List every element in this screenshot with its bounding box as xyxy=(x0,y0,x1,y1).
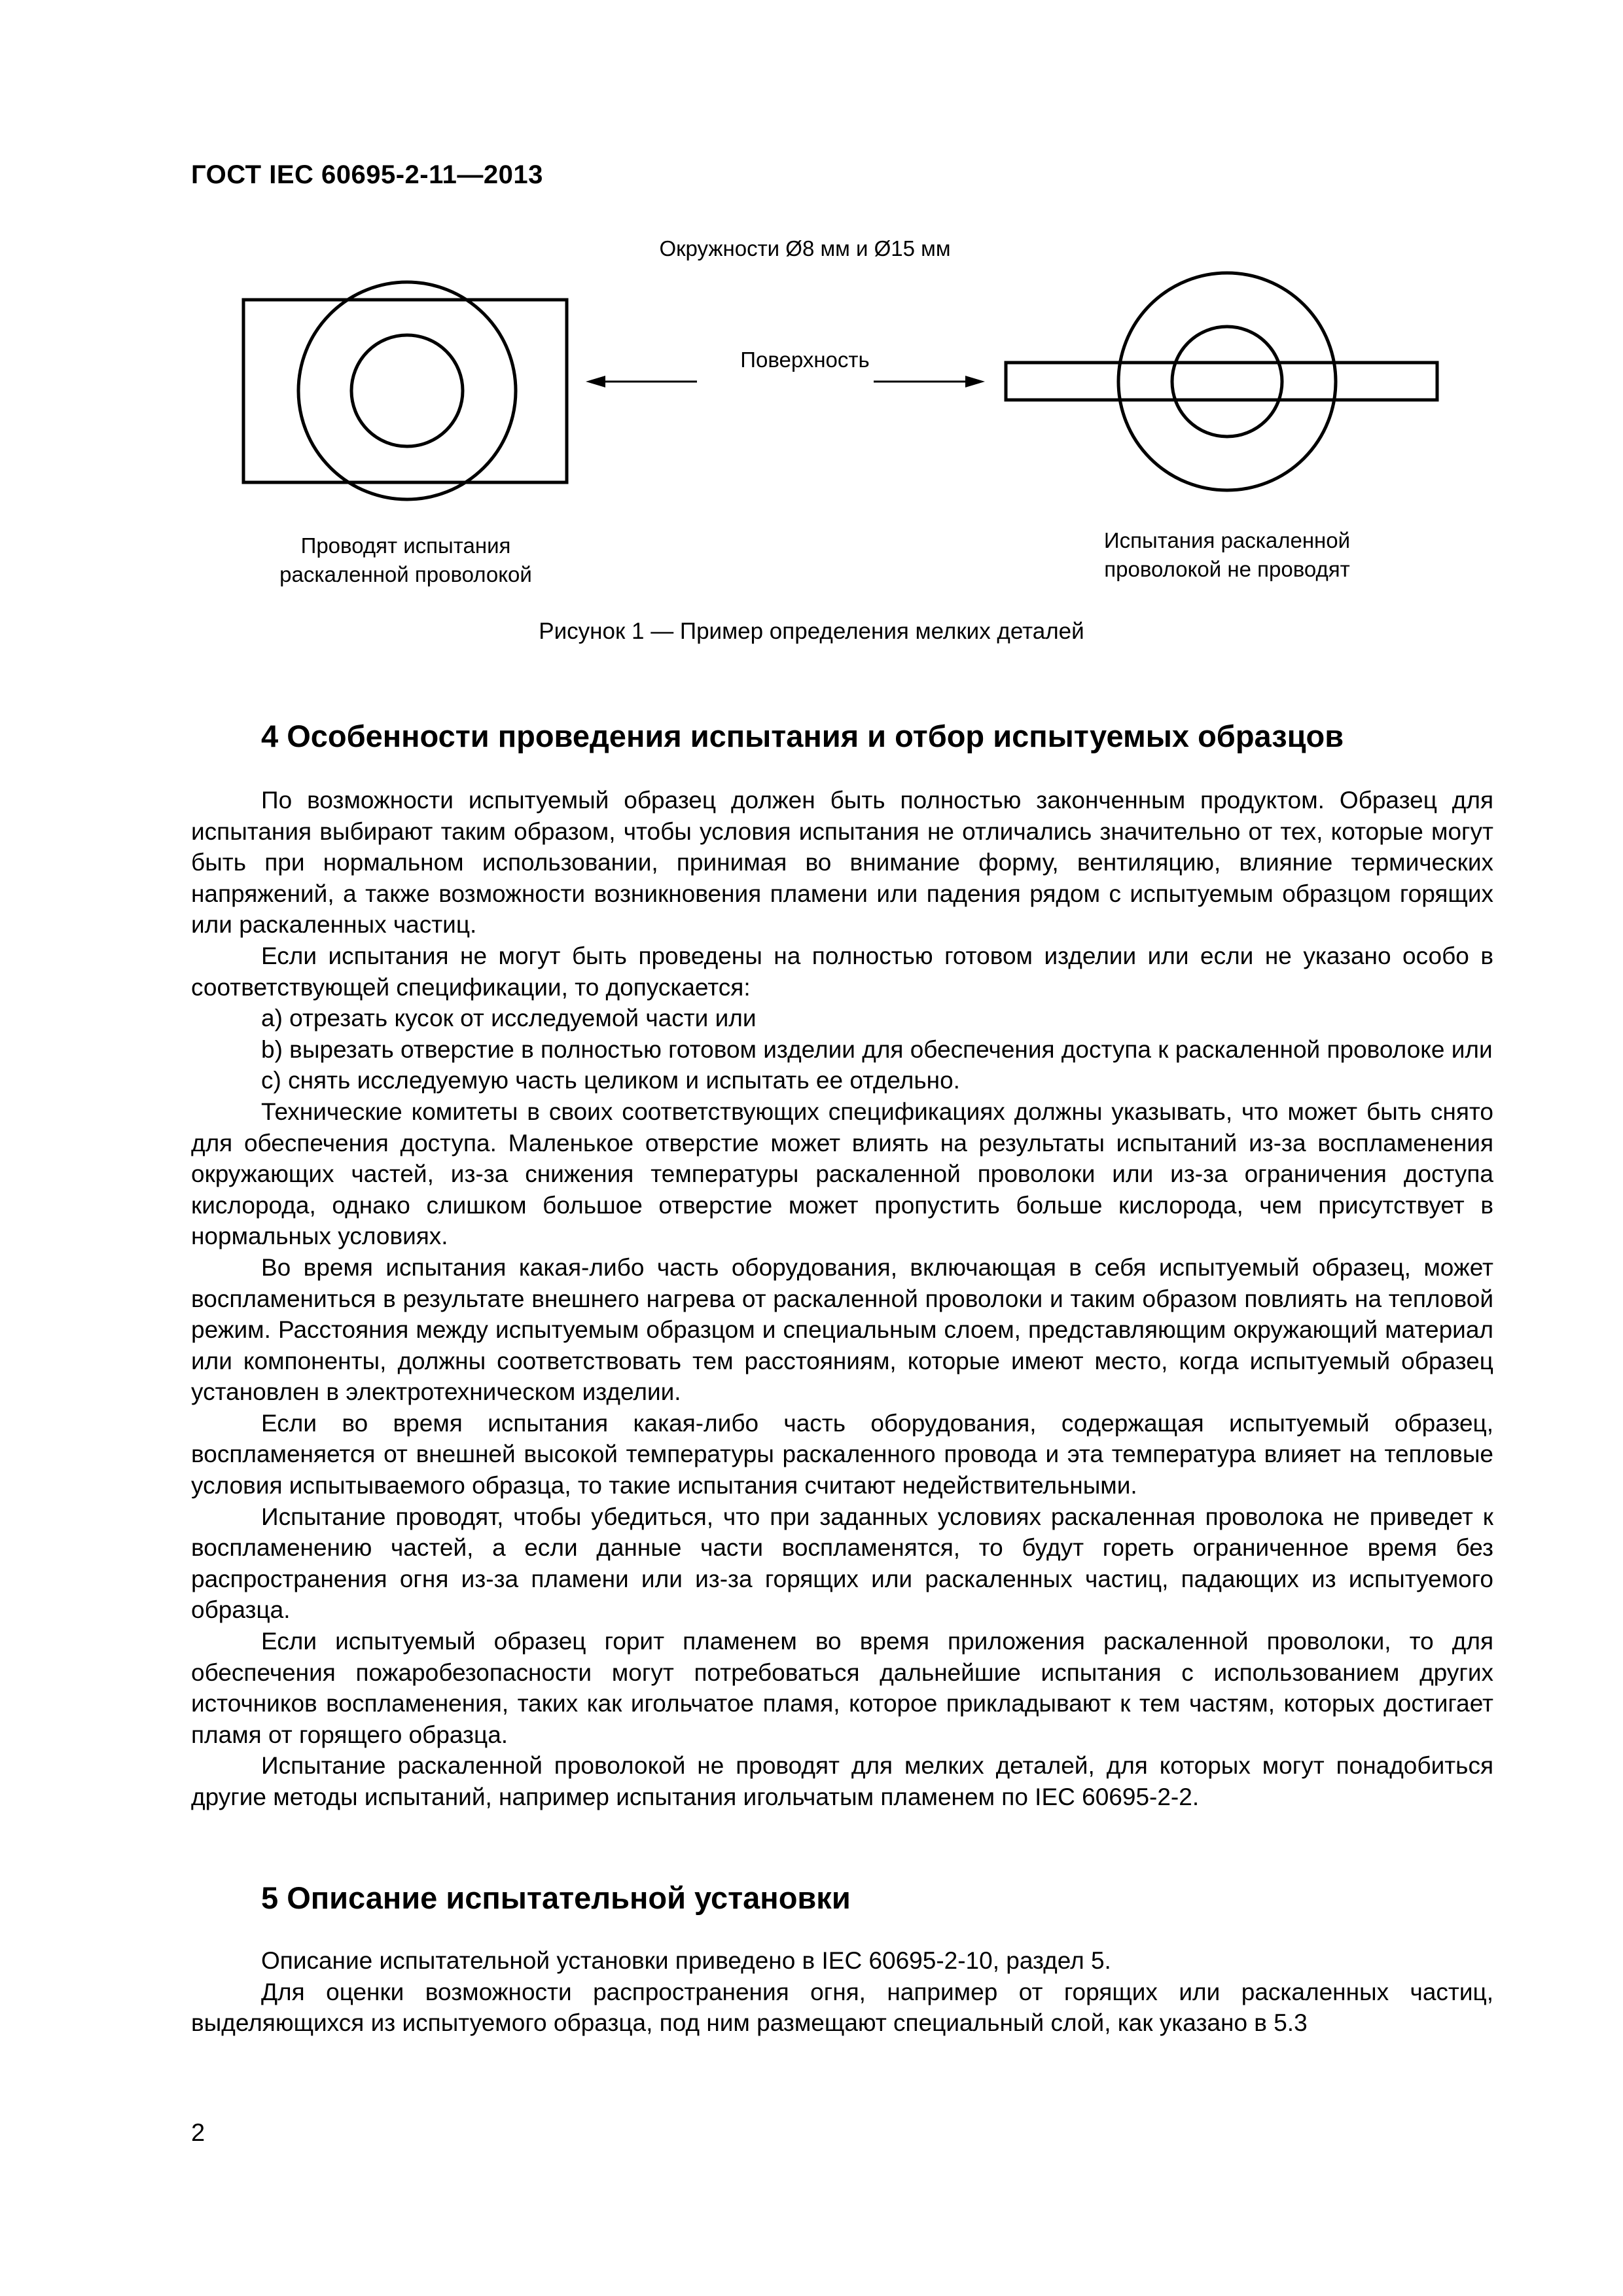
figure-caption: Рисунок 1 — Пример определения мелких деталей xyxy=(539,619,1084,644)
paragraph: Если испытания не могут быть проведены на полностью готовом изделии или если не указано особо в соответствующей спецификации, то допускается: xyxy=(191,942,1493,1001)
surface-label: Поверхность xyxy=(740,348,870,372)
section-4-body xyxy=(191,785,1493,1813)
paragraph: Во время испытания какая-либо часть оборудования, включающая в себя испытуемый образец, может воспламениться в результате внешнего нагрева от раскаленной проволоки и таким образом повлиять на тепловой режим. Расстояния между испытуемым образцом и специальным слоем, представляющим окружающий материал или компоненты, должны соответствовать тем расстояниям, которые имеют место, когда испытуемый образец установлен в электротехническом изделии. xyxy=(191,1253,1493,1406)
right-label-line-2: проволокой не проводят xyxy=(1104,557,1350,581)
right-inner-circle xyxy=(1172,327,1282,437)
paragraph: Описание испытательной установки приведено в IEC 60695-2-10, раздел 5. xyxy=(261,1947,1111,1974)
list-item: a) отрезать кусок от исследуемой части или xyxy=(261,1005,757,1032)
left-label-line-1: Проводят испытания xyxy=(300,533,511,558)
paragraph: Испытание раскаленной проволокой не проводят для мелких деталей, для которых могут понадобиться другие методы испытаний, например испытания игольчатым пламенем по IEC 60695-2-2. xyxy=(191,1752,1493,1810)
section-4-title: 4 Особенности проведения испытания и отбор испытуемых образцов xyxy=(261,719,1344,753)
right-label-line-1: Испытания раскаленной xyxy=(1103,528,1351,552)
list-item: c) снять исследуемую часть целиком и испытать ее отдельно. xyxy=(261,1067,960,1094)
paragraph: Если во время испытания какая-либо часть оборудования, содержащая испытуемый образец, воспламеняется от внешней высокой температуры раскаленного провода и эта температура влияет на тепловые условия испытываемого образца, то такие испытания считают недействительными. xyxy=(191,1409,1493,1499)
section-5-title: 5 Описание испытательной установки xyxy=(261,1880,851,1915)
left-inner-circle xyxy=(351,335,463,446)
list-item: b) вырезать отверстие в полностью готовом изделии для обеспечения доступа к раскаленной проволоке или xyxy=(261,1035,1493,1063)
paragraph: Испытание проводят, чтобы убедиться, что при заданных условиях раскаленная проволока не приведет к воспламенению частей, а если данные части воспламенятся, то будут гореть ограниченное время без распространения огня из-за пламени или из-за горящих или раскаленных частиц, падающих из испытуемого образца. xyxy=(191,1503,1493,1624)
right-example-label xyxy=(1041,526,1414,584)
left-example-label xyxy=(216,531,596,589)
left-label-line-2: раскаленной проволокой xyxy=(279,562,532,586)
right-surface-rect xyxy=(1006,363,1437,400)
left-outer-circle xyxy=(298,282,516,499)
paragraph: Если испытуемый образец горит пламенем во время приложения раскаленной проволоки, то для обеспечения пожаробезопасности могут потребоваться дальнейшие испытания с использованием других источников воспламенения, таких как игольчатое пламя, которое прикладывают к тем частям, которых достигает пламя от горящего образца. xyxy=(191,1628,1493,1748)
left-surface-rect xyxy=(243,300,567,482)
right-outer-circle xyxy=(1118,273,1336,490)
page-number: 2 xyxy=(191,2119,205,2147)
paragraph: Технические комитеты в своих соответствующих спецификациях должны указывать, что может быть снято для обеспечения доступа. Маленькое отверстие может влиять на результаты испытаний из-за воспламенения окружающих частей, из-за снижения температуры раскаленной проволоки или из-за ограничения доступа кислорода, однако слишком большое отверстие может пропустить больше кислорода, чем присутствует в нормальных условиях. xyxy=(191,1098,1493,1250)
right-arrow-head xyxy=(965,376,985,387)
paragraph: По возможности испытуемый образец должен быть полностью законченным продуктом. Образец для испытания выбирают таким образом, чтобы условия испытания не отличались значительно от тех, которые могут быть при нормальном использовании, принимая во внимание форму, вентиляцию, влияние термических напряжений, а также возможности возникновения пламени или падения рядом с испытуемым образцом горящих или раскаленных частиц. xyxy=(191,787,1493,939)
section-5-body xyxy=(191,1945,1493,2039)
paragraph: Для оценки возможности распространения огня, например от горящих или раскаленных частиц, выделяющихся из испытуемого образца, под ним размещают специальный слой, как указано в 5.3 xyxy=(191,1978,1493,2037)
document-header: ГОСТ IEC 60695-2-11—2013 xyxy=(191,160,543,189)
circles-label: Окружности Ø8 мм и Ø15 мм xyxy=(659,236,951,260)
left-arrow-head xyxy=(586,376,605,387)
